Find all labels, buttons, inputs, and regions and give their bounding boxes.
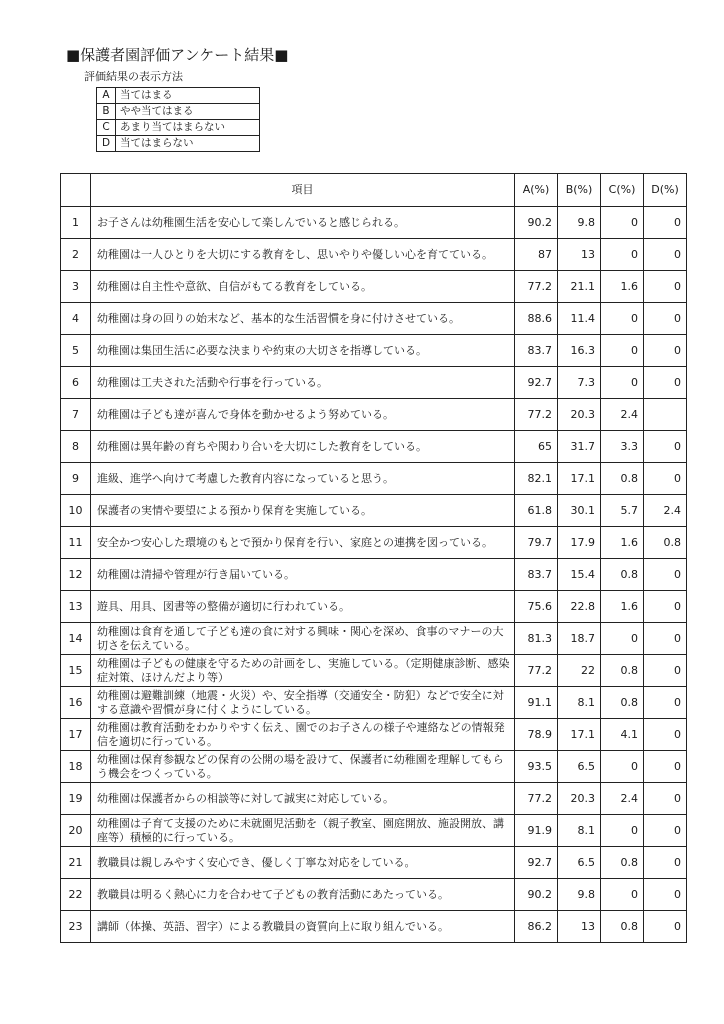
row-a-percent: 77.2 — [515, 271, 558, 303]
row-number: 12 — [61, 559, 91, 591]
row-item: 幼稚園は保育参観などの保育の公開の場を設けて、保護者に幼稚園を理解してもらう機会をつくっている。 — [91, 751, 515, 783]
legend-code: B — [97, 104, 116, 120]
row-c-percent: 0.8 — [601, 463, 644, 495]
row-a-percent: 93.5 — [515, 751, 558, 783]
row-d-percent: 2.4 — [644, 495, 687, 527]
legend-row — [97, 88, 260, 104]
row-a-percent: 77.2 — [515, 399, 558, 431]
row-item: お子さんは幼稚園生活を安心して楽しんでいると感じられる。 — [91, 207, 515, 239]
table-row — [61, 495, 687, 527]
legend-code: A — [97, 88, 116, 104]
row-number: 1 — [61, 207, 91, 239]
table-row — [61, 879, 687, 911]
row-a-percent: 81.3 — [515, 623, 558, 655]
legend-text: 当てはまる — [116, 88, 260, 104]
legend-text: あまり当てはまらない — [116, 120, 260, 136]
legend-row — [97, 104, 260, 120]
row-number: 7 — [61, 399, 91, 431]
header-a: A(%) — [515, 174, 558, 207]
row-item: 幼稚園は避難訓練（地震・火災）や、安全指導（交通安全・防犯）などで安全に対する意識や習慣が身に付くようにしている。 — [91, 687, 515, 719]
table-row — [61, 431, 687, 463]
row-number: 4 — [61, 303, 91, 335]
legend-row — [97, 136, 260, 152]
row-item: 安全かつ安心した環境のもとで預かり保育を行い、家庭との連携を図っている。 — [91, 527, 515, 559]
row-a-percent: 90.2 — [515, 207, 558, 239]
row-d-percent: 0 — [644, 687, 687, 719]
row-b-percent: 11.4 — [558, 303, 601, 335]
row-b-percent: 30.1 — [558, 495, 601, 527]
row-d-percent: 0 — [644, 655, 687, 687]
row-b-percent: 20.3 — [558, 399, 601, 431]
row-d-percent: 0 — [644, 271, 687, 303]
row-d-percent: 0 — [644, 303, 687, 335]
row-b-percent: 7.3 — [558, 367, 601, 399]
row-d-percent: 0 — [644, 847, 687, 879]
row-item: 幼稚園は自主性や意欲、自信がもてる教育をしている。 — [91, 271, 515, 303]
row-number: 3 — [61, 271, 91, 303]
table-row — [61, 783, 687, 815]
results-table — [60, 173, 687, 943]
row-number: 11 — [61, 527, 91, 559]
table-row — [61, 559, 687, 591]
row-c-percent: 0 — [601, 207, 644, 239]
row-c-percent: 2.4 — [601, 783, 644, 815]
row-a-percent: 86.2 — [515, 911, 558, 943]
legend-code: D — [97, 136, 116, 152]
header-b: B(%) — [558, 174, 601, 207]
row-d-percent: 0 — [644, 207, 687, 239]
row-a-percent: 90.2 — [515, 879, 558, 911]
row-a-percent: 79.7 — [515, 527, 558, 559]
row-b-percent: 13 — [558, 911, 601, 943]
row-number: 10 — [61, 495, 91, 527]
table-row — [61, 303, 687, 335]
row-c-percent: 0.8 — [601, 655, 644, 687]
row-item: 遊具、用具、図書等の整備が適切に行われている。 — [91, 591, 515, 623]
row-a-percent: 83.7 — [515, 335, 558, 367]
row-b-percent: 22 — [558, 655, 601, 687]
table-row — [61, 239, 687, 271]
row-b-percent: 6.5 — [558, 751, 601, 783]
row-a-percent: 82.1 — [515, 463, 558, 495]
table-row — [61, 335, 687, 367]
row-b-percent: 8.1 — [558, 815, 601, 847]
table-row — [61, 687, 687, 719]
row-a-percent: 78.9 — [515, 719, 558, 751]
row-item: 講師（体操、英語、習字）による教職員の資質向上に取り組んでいる。 — [91, 911, 515, 943]
row-a-percent: 92.7 — [515, 847, 558, 879]
table-row — [61, 847, 687, 879]
row-b-percent: 17.1 — [558, 719, 601, 751]
row-number: 2 — [61, 239, 91, 271]
row-d-percent: 0 — [644, 559, 687, 591]
row-c-percent: 0 — [601, 815, 644, 847]
row-item: 幼稚園は異年齢の育ちや関わり合いを大切にした教育をしている。 — [91, 431, 515, 463]
table-row — [61, 719, 687, 751]
table-row — [61, 815, 687, 847]
table-row — [61, 591, 687, 623]
row-b-percent: 17.1 — [558, 463, 601, 495]
row-c-percent: 2.4 — [601, 399, 644, 431]
row-b-percent: 15.4 — [558, 559, 601, 591]
row-number: 20 — [61, 815, 91, 847]
row-c-percent: 0 — [601, 303, 644, 335]
row-b-percent: 9.8 — [558, 207, 601, 239]
row-item: 幼稚園は集団生活に必要な決まりや約束の大切さを指導している。 — [91, 335, 515, 367]
row-c-percent: 0.8 — [601, 847, 644, 879]
header-no — [61, 174, 91, 207]
row-item: 進級、進学へ向けて考慮した教育内容になっていると思う。 — [91, 463, 515, 495]
row-number: 8 — [61, 431, 91, 463]
row-b-percent: 13 — [558, 239, 601, 271]
row-a-percent: 92.7 — [515, 367, 558, 399]
row-number: 16 — [61, 687, 91, 719]
row-b-percent: 17.9 — [558, 527, 601, 559]
row-c-percent: 3.3 — [601, 431, 644, 463]
row-number: 9 — [61, 463, 91, 495]
row-c-percent: 1.6 — [601, 271, 644, 303]
row-item: 幼稚園は清掃や管理が行き届いている。 — [91, 559, 515, 591]
page-title: ■保護者園評価アンケート結果■ — [66, 46, 289, 64]
row-number: 19 — [61, 783, 91, 815]
row-c-percent: 0 — [601, 623, 644, 655]
row-number: 15 — [61, 655, 91, 687]
row-number: 6 — [61, 367, 91, 399]
table-row — [61, 623, 687, 655]
row-a-percent: 61.8 — [515, 495, 558, 527]
row-item: 教職員は親しみやすく安心でき、優しく丁寧な対応をしている。 — [91, 847, 515, 879]
row-a-percent: 77.2 — [515, 655, 558, 687]
table-row — [61, 655, 687, 687]
row-item: 保護者の実情や要望による預かり保育を実施している。 — [91, 495, 515, 527]
row-d-percent: 0 — [644, 335, 687, 367]
row-d-percent: 0 — [644, 815, 687, 847]
row-b-percent: 20.3 — [558, 783, 601, 815]
table-row — [61, 207, 687, 239]
row-a-percent: 87 — [515, 239, 558, 271]
table-row — [61, 399, 687, 431]
header-d: D(%) — [644, 174, 687, 207]
legend-heading: 評価結果の表示方法 — [84, 70, 183, 83]
row-d-percent — [644, 399, 687, 431]
row-b-percent: 18.7 — [558, 623, 601, 655]
row-c-percent: 0 — [601, 879, 644, 911]
table-row — [61, 751, 687, 783]
row-c-percent: 0.8 — [601, 559, 644, 591]
table-row — [61, 367, 687, 399]
row-d-percent: 0 — [644, 751, 687, 783]
row-d-percent: 0 — [644, 879, 687, 911]
row-number: 21 — [61, 847, 91, 879]
row-c-percent: 1.6 — [601, 591, 644, 623]
table-row — [61, 911, 687, 943]
row-b-percent: 8.1 — [558, 687, 601, 719]
row-item: 幼稚園は工夫された活動や行事を行っている。 — [91, 367, 515, 399]
legend-row — [97, 120, 260, 136]
table-row — [61, 271, 687, 303]
row-number: 18 — [61, 751, 91, 783]
row-item: 教職員は明るく熱心に力を合わせて子どもの教育活動にあたっている。 — [91, 879, 515, 911]
row-a-percent: 77.2 — [515, 783, 558, 815]
row-c-percent: 4.1 — [601, 719, 644, 751]
row-d-percent: 0 — [644, 431, 687, 463]
row-a-percent: 91.9 — [515, 815, 558, 847]
row-number: 13 — [61, 591, 91, 623]
row-item: 幼稚園は保護者からの相談等に対して誠実に対応している。 — [91, 783, 515, 815]
row-number: 23 — [61, 911, 91, 943]
row-d-percent: 0 — [644, 623, 687, 655]
legend-code: C — [97, 120, 116, 136]
table-row — [61, 463, 687, 495]
row-c-percent: 0.8 — [601, 911, 644, 943]
header-c: C(%) — [601, 174, 644, 207]
row-b-percent: 9.8 — [558, 879, 601, 911]
row-item: 幼稚園は身の回りの始末など、基本的な生活習慣を身に付けさせている。 — [91, 303, 515, 335]
row-a-percent: 83.7 — [515, 559, 558, 591]
table-row — [61, 527, 687, 559]
row-d-percent: 0 — [644, 367, 687, 399]
row-item: 幼稚園は子育て支援のために未就園児活動を（親子教室、園庭開放、施設開放、講座等）積極的に行っている。 — [91, 815, 515, 847]
legend-text: やや当てはまる — [116, 104, 260, 120]
row-b-percent: 16.3 — [558, 335, 601, 367]
row-c-percent: 0 — [601, 335, 644, 367]
row-number: 14 — [61, 623, 91, 655]
row-item: 幼稚園は食育を通して子ども達の食に対する興味・関心を深め、食事のマナーの大切さを伝えている。 — [91, 623, 515, 655]
row-d-percent: 0 — [644, 591, 687, 623]
row-d-percent: 0 — [644, 239, 687, 271]
row-b-percent: 22.8 — [558, 591, 601, 623]
row-a-percent: 75.6 — [515, 591, 558, 623]
row-c-percent: 5.7 — [601, 495, 644, 527]
header-item: 項目 — [91, 174, 515, 207]
row-b-percent: 31.7 — [558, 431, 601, 463]
row-number: 5 — [61, 335, 91, 367]
row-d-percent: 0 — [644, 463, 687, 495]
row-c-percent: 1.6 — [601, 527, 644, 559]
row-a-percent: 91.1 — [515, 687, 558, 719]
row-d-percent: 0.8 — [644, 527, 687, 559]
row-d-percent: 0 — [644, 719, 687, 751]
row-item: 幼稚園は子どもの健康を守るための計画をし、実施している。（定期健康診断、感染症対策、ほけんだより等） — [91, 655, 515, 687]
header-row — [61, 174, 687, 207]
row-a-percent: 65 — [515, 431, 558, 463]
row-item: 幼稚園は教育活動をわかりやすく伝え、園でのお子さんの様子や連絡などの情報発信を適切に行っている。 — [91, 719, 515, 751]
row-c-percent: 0 — [601, 367, 644, 399]
row-c-percent: 0 — [601, 751, 644, 783]
row-b-percent: 6.5 — [558, 847, 601, 879]
row-d-percent: 0 — [644, 911, 687, 943]
row-c-percent: 0 — [601, 239, 644, 271]
row-number: 22 — [61, 879, 91, 911]
row-b-percent: 21.1 — [558, 271, 601, 303]
legend-table — [96, 87, 260, 152]
legend-text: 当てはまらない — [116, 136, 260, 152]
row-c-percent: 0.8 — [601, 687, 644, 719]
row-item: 幼稚園は子ども達が喜んで身体を動かせるよう努めている。 — [91, 399, 515, 431]
row-d-percent: 0 — [644, 783, 687, 815]
row-number: 17 — [61, 719, 91, 751]
row-item: 幼稚園は一人ひとりを大切にする教育をし、思いやりや優しい心を育てている。 — [91, 239, 515, 271]
row-a-percent: 88.6 — [515, 303, 558, 335]
